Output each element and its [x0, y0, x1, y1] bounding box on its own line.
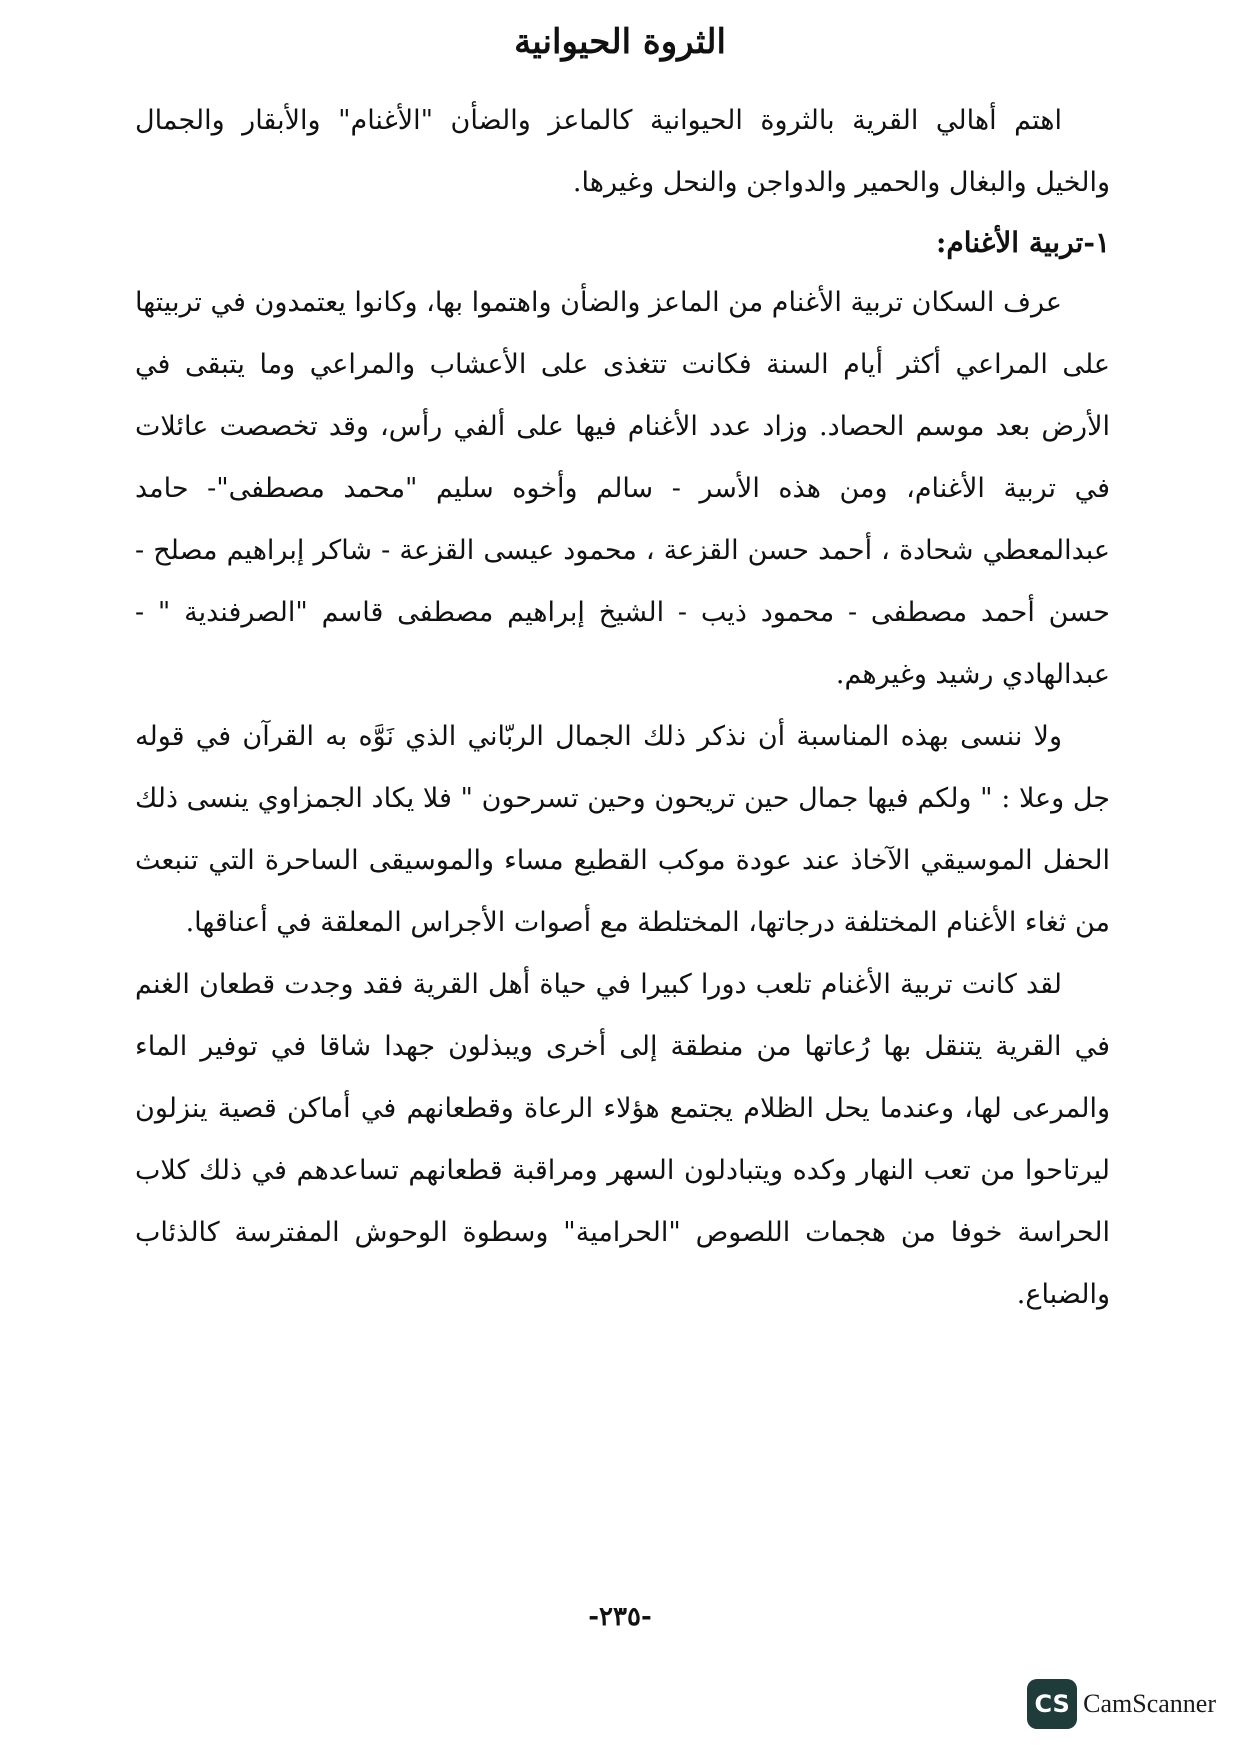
section-heading: ١-تربية الأغنام: — [936, 226, 1110, 259]
camscanner-name: CamScanner — [1083, 1689, 1216, 1718]
intro-paragraph: اهتم أهالي القرية بالثروة الحيوانية كالماعز والضأن "الأغنام" والأبقار والجمال والخيل والبغال والحمير والدواجن والنحل وغيرها. — [135, 105, 1110, 198]
paragraph-3: لقد كانت تربية الأغنام تلعب دورا كبيرا في حياة أهل القرية فقد وجدت قطعان الغنم في القرية يتنقل بها رُعاتها من منطقة إلى أخرى ويبذلون جهدا شاقا في توفير الماء والمرعى لها، وعندما يحل الظلام يجتمع هؤلاء الرعاة وقطعانهم في أماكن قصية ينزلون ليرتاحوا من تعب النهار وكده ويتبادلون السهر ومراقبة قطعانهم تساعدهم في ذلك كلاب الحراسة خوفا من هجمات اللصوص "الحرامية" وسطوة الوحوش المفترسة كالذئاب والضباع. — [135, 969, 1110, 1310]
camscanner-logo-icon: CS — [1027, 1679, 1077, 1729]
paragraph-1: عرف السكان تربية الأغنام من الماعز والضأن واهتموا بها، وكانوا يعتمدون في تربيتها على المراعي أكثر أيام السنة فكانت تتغذى على الأعشاب والمراعي وما يتبقى في الأرض بعد موسم الحصاد. وزاد عدد الأغنام فيها على ألفي رأس، وقد تخصصت عائلات في تربية الأغنام، ومن هذه الأسر - سالم وأخوه سليم "محمد مصطفى"- حامد عبدالمعطي شحادة ، أحمد حسن القزعة ، محمود عيسى القزعة - شاكر إبراهيم مصلح - حسن أحمد مصطفى - محمود ذيب - الشيخ إبراهيم مصطفى قاسم "الصرفندية " - عبدالهادي رشيد وغيرهم. — [135, 287, 1110, 690]
paragraph-2: ولا ننسى بهذه المناسبة أن نذكر ذلك الجمال الربّاني الذي نَوَّه به القرآن في قوله جل وعلا : " ولكم فيها جمال حين تريحون وحين تسرحون " فلا يكاد الجمزاوي ينسى ذلك الحفل الموسيقي الآخاذ عند عودة موكب القطيع مساء والموسيقى الساحرة التي تنبعث من ثغاء الأغنام المختلفة درجاتها، المختلطة مع أصوات الأجراس المعلقة في أعناقها. — [135, 721, 1110, 938]
camscanner-watermark — [1027, 1679, 1216, 1729]
document-body — [135, 90, 1110, 1326]
page-title: الثروة الحيوانية — [514, 22, 726, 62]
page-number: -٢٣٥- — [588, 1602, 652, 1632]
